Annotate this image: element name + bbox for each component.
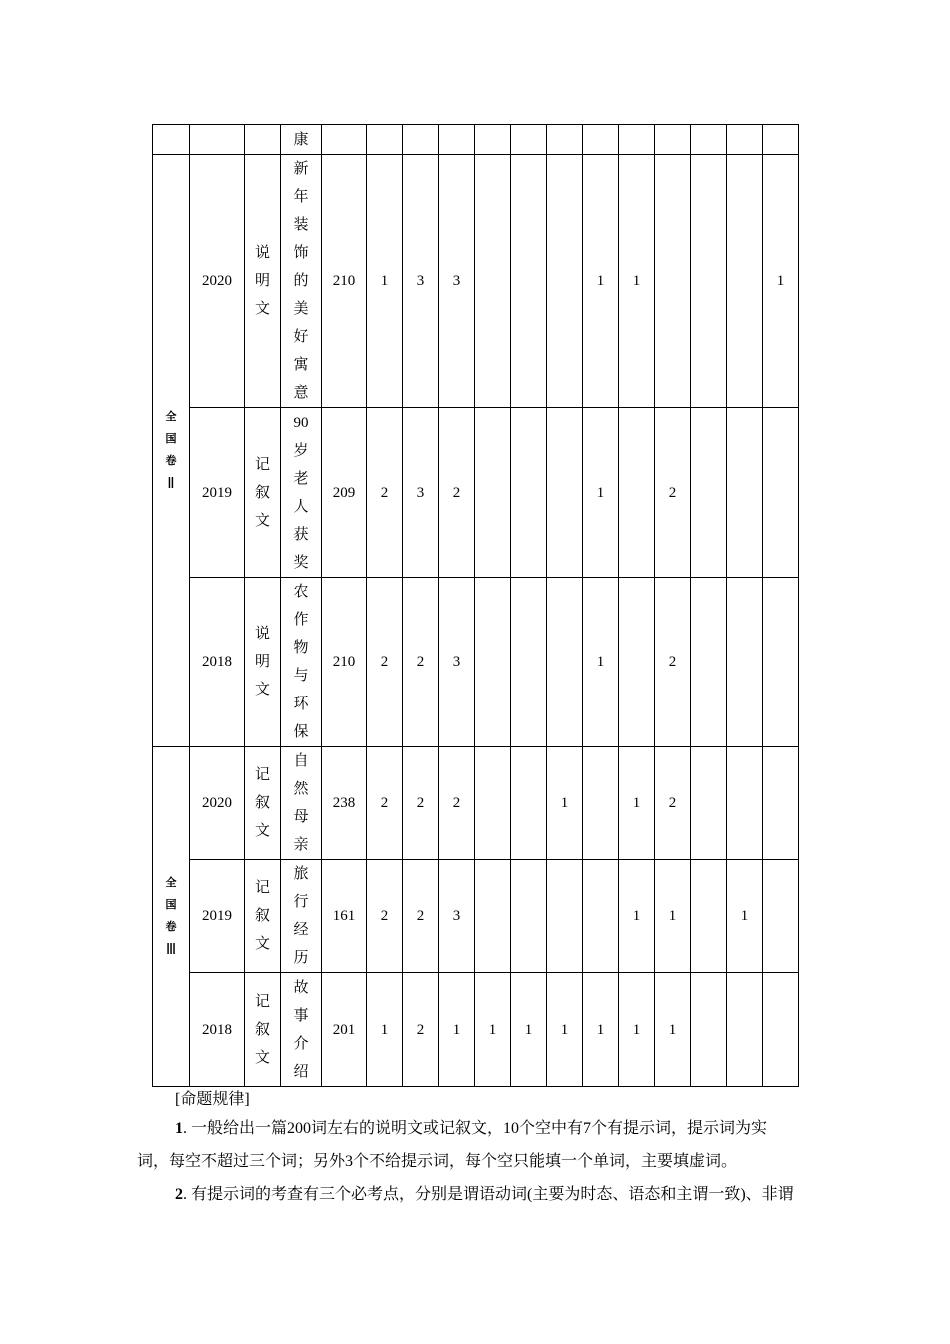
count-cell [475, 860, 511, 973]
word-count-cell: 201 [322, 973, 367, 1087]
count-cell: 3 [439, 860, 475, 973]
count-cell: 1 [619, 973, 655, 1087]
table-row [153, 973, 799, 1087]
paragraph-text: . 有提示词的考查有三个必考点，分别是谓语动词(主要为时态、语态和主谓一致)、非谓 [183, 1186, 794, 1203]
count-cell: 1 [583, 973, 619, 1087]
count-cell [691, 973, 727, 1087]
count-cell [727, 155, 763, 408]
count-cell [511, 408, 547, 578]
paragraph-2 [175, 1178, 794, 1211]
paragraph-1-continued: 词，每空不超过三个词；另外3个不给提示词，每个空只能填一个单词，主要填虚词。 [137, 1153, 738, 1170]
count-cell [511, 155, 547, 408]
word-count-cell: 210 [322, 578, 367, 747]
topic-cell: 新 年 装 饰 的 美 好 寓 意 [281, 155, 322, 408]
count-cell [547, 408, 583, 578]
count-cell: 2 [655, 408, 691, 578]
word-count-cell: 161 [322, 860, 367, 973]
year-cell: 2018 [190, 973, 245, 1087]
count-cell: 2 [655, 747, 691, 860]
count-cell [691, 747, 727, 860]
count-cell: 1 [439, 973, 475, 1087]
paragraph-number: 2 [175, 1186, 183, 1203]
count-cell: 2 [367, 860, 403, 973]
count-cell: 2 [403, 860, 439, 973]
word-count-cell: 238 [322, 747, 367, 860]
count-cell [583, 747, 619, 860]
exam-stats-table [152, 124, 799, 1087]
count-cell [475, 155, 511, 408]
count-cell: 1 [511, 973, 547, 1087]
table-row [153, 125, 799, 155]
count-cell: 1 [583, 155, 619, 408]
count-cell: 1 [655, 973, 691, 1087]
count-cell: 1 [367, 973, 403, 1087]
count-cell: 1 [655, 860, 691, 973]
count-cell: 1 [727, 860, 763, 973]
genre-cell: 记 叙 文 [245, 973, 281, 1087]
count-cell: 1 [475, 973, 511, 1087]
count-cell [763, 973, 799, 1087]
count-cell [727, 973, 763, 1087]
count-cell [691, 860, 727, 973]
topic-cell: 90 岁 老 人 获 奖 [281, 408, 322, 578]
count-cell: 1 [619, 860, 655, 973]
count-cell: 2 [367, 578, 403, 747]
count-cell: 2 [655, 578, 691, 747]
genre-cell: 记 叙 文 [245, 860, 281, 973]
count-cell [511, 747, 547, 860]
genre-cell: 说 明 文 [245, 578, 281, 747]
count-cell: 1 [619, 747, 655, 860]
count-cell [691, 408, 727, 578]
count-cell: 2 [403, 973, 439, 1087]
count-cell [583, 860, 619, 973]
volume-label-2: 全 国 卷 Ⅱ [153, 155, 190, 747]
vol-cell [153, 125, 190, 155]
volume-label-3: 全 国 卷 Ⅲ [153, 747, 190, 1087]
count-cell [691, 578, 727, 747]
count-cell: 2 [403, 747, 439, 860]
count-cell [475, 578, 511, 747]
count-cell [655, 155, 691, 408]
count-cell [511, 860, 547, 973]
count-cell: 1 [583, 408, 619, 578]
count-cell: 1 [547, 973, 583, 1087]
topic-cell: 故 事 介 绍 [281, 973, 322, 1087]
count-cell [763, 578, 799, 747]
count-cell [763, 860, 799, 973]
year-cell: 2020 [190, 155, 245, 408]
topic-cell: 农 作 物 与 环 保 [281, 578, 322, 747]
count-cell [619, 578, 655, 747]
count-cell: 1 [547, 747, 583, 860]
genre-cell: 记 叙 文 [245, 408, 281, 578]
genre-cell [245, 125, 281, 155]
paragraph-text: . 一般给出一篇200词左右的说明文或记叙文，10个空中有7个有提示词，提示词为实 [183, 1120, 768, 1137]
year-cell [190, 125, 245, 155]
table-row [153, 408, 799, 578]
count-cell [511, 578, 547, 747]
count-cell: 1 [583, 578, 619, 747]
count-cell: 3 [403, 155, 439, 408]
count-cell [475, 408, 511, 578]
count-cell: 3 [439, 155, 475, 408]
year-cell: 2019 [190, 408, 245, 578]
count-cell [727, 578, 763, 747]
paragraph-number: 1 [175, 1120, 183, 1137]
count-cell: 2 [439, 408, 475, 578]
year-cell: 2020 [190, 747, 245, 860]
table-row [153, 578, 799, 747]
table-row [153, 155, 799, 408]
word-count-cell: 210 [322, 155, 367, 408]
genre-cell: 记 叙 文 [245, 747, 281, 860]
count-cell [547, 578, 583, 747]
count-cell: 2 [367, 747, 403, 860]
paragraph-1 [175, 1112, 767, 1145]
count-cell: 2 [439, 747, 475, 860]
count-cell [547, 155, 583, 408]
topic-cell: 旅 行 经 历 [281, 860, 322, 973]
count-cell: 2 [403, 578, 439, 747]
section-title: [命题规律] [175, 1091, 250, 1108]
count-cell [727, 747, 763, 860]
count-cell: 1 [619, 155, 655, 408]
count-cell [763, 408, 799, 578]
year-cell: 2018 [190, 578, 245, 747]
count-cell [763, 747, 799, 860]
word-count-cell: 209 [322, 408, 367, 578]
count-cell [619, 408, 655, 578]
topic-cell: 自 然 母 亲 [281, 747, 322, 860]
count-cell: 3 [403, 408, 439, 578]
topic-cell: 康 [281, 125, 322, 155]
count-cell [475, 747, 511, 860]
count-cell: 2 [367, 408, 403, 578]
table-row [153, 860, 799, 973]
count-cell [727, 408, 763, 578]
year-cell: 2019 [190, 860, 245, 973]
table-row [153, 747, 799, 860]
count-cell: 3 [439, 578, 475, 747]
count-cell: 1 [763, 155, 799, 408]
genre-cell: 说 明 文 [245, 155, 281, 408]
count-cell: 1 [367, 155, 403, 408]
count-cell [691, 155, 727, 408]
count-cell [547, 860, 583, 973]
